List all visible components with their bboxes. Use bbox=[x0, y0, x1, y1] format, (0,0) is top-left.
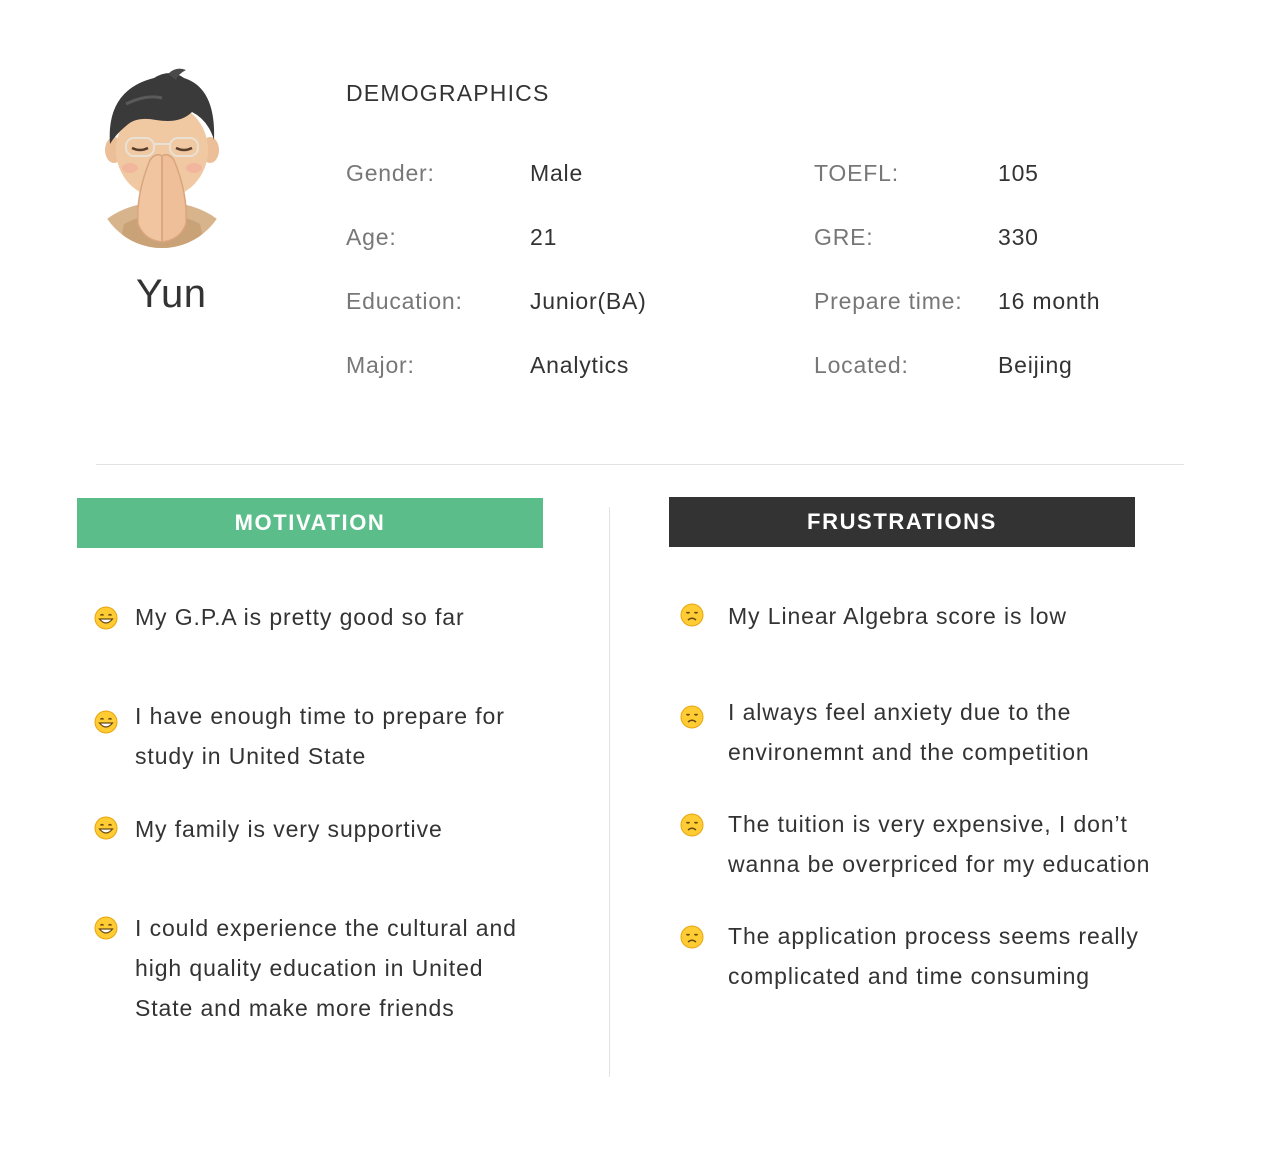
field-label-major: Major: bbox=[346, 352, 415, 378]
field-value-major: Analytics bbox=[530, 352, 630, 378]
frustrations-banner: FRUSTRATIONS bbox=[669, 497, 1135, 547]
motivation-item: I could experience the cultural and high quality education in United State and make more friends bbox=[135, 915, 517, 1021]
disappointed-face-icon bbox=[680, 813, 704, 837]
persona-avatar bbox=[96, 64, 228, 248]
field-label-located: Located: bbox=[814, 352, 909, 378]
field-label-toefl: TOEFL: bbox=[814, 160, 899, 186]
field-label-prepare-time: Prepare time: bbox=[814, 288, 963, 314]
disappointed-face-icon bbox=[680, 925, 704, 949]
persona-name: Yun bbox=[136, 272, 207, 316]
frustration-item: I always feel anxiety due to the environemnt and the competition bbox=[728, 699, 1090, 765]
frustration-item: The tuition is very expensive, I don’t wanna be overpriced for my education bbox=[728, 811, 1151, 877]
grinning-face-icon bbox=[94, 710, 118, 734]
field-label-gre: GRE: bbox=[814, 224, 874, 250]
section-divider bbox=[96, 464, 1184, 465]
field-value-toefl: 105 bbox=[998, 160, 1039, 186]
field-label-age: Age: bbox=[346, 224, 397, 250]
field-value-gender: Male bbox=[530, 160, 584, 186]
motivation-banner: MOTIVATION bbox=[77, 498, 543, 548]
field-value-age: 21 bbox=[530, 224, 558, 250]
field-value-education: Junior(BA) bbox=[530, 288, 647, 314]
avatar-illustration bbox=[96, 64, 228, 248]
motivation-item: My G.P.A is pretty good so far bbox=[135, 604, 465, 630]
frustration-item: My Linear Algebra score is low bbox=[728, 603, 1067, 629]
disappointed-face-icon bbox=[680, 705, 704, 729]
field-label-gender: Gender: bbox=[346, 160, 435, 186]
grinning-face-icon bbox=[94, 606, 118, 630]
field-label-education: Education: bbox=[346, 288, 463, 314]
disappointed-face-icon bbox=[680, 603, 704, 627]
field-value-prepare-time: 16 month bbox=[998, 288, 1101, 314]
demographics-heading: DEMOGRAPHICS bbox=[346, 80, 550, 106]
grinning-face-icon bbox=[94, 916, 118, 940]
column-divider bbox=[609, 507, 610, 1077]
grinning-face-icon bbox=[94, 816, 118, 840]
field-value-gre: 330 bbox=[998, 224, 1039, 250]
field-value-located: Beijing bbox=[998, 352, 1073, 378]
motivation-item: I have enough time to prepare for study in United State bbox=[135, 703, 505, 769]
frustration-item: The application process seems really complicated and time consuming bbox=[728, 923, 1139, 989]
motivation-item: My family is very supportive bbox=[135, 816, 443, 842]
